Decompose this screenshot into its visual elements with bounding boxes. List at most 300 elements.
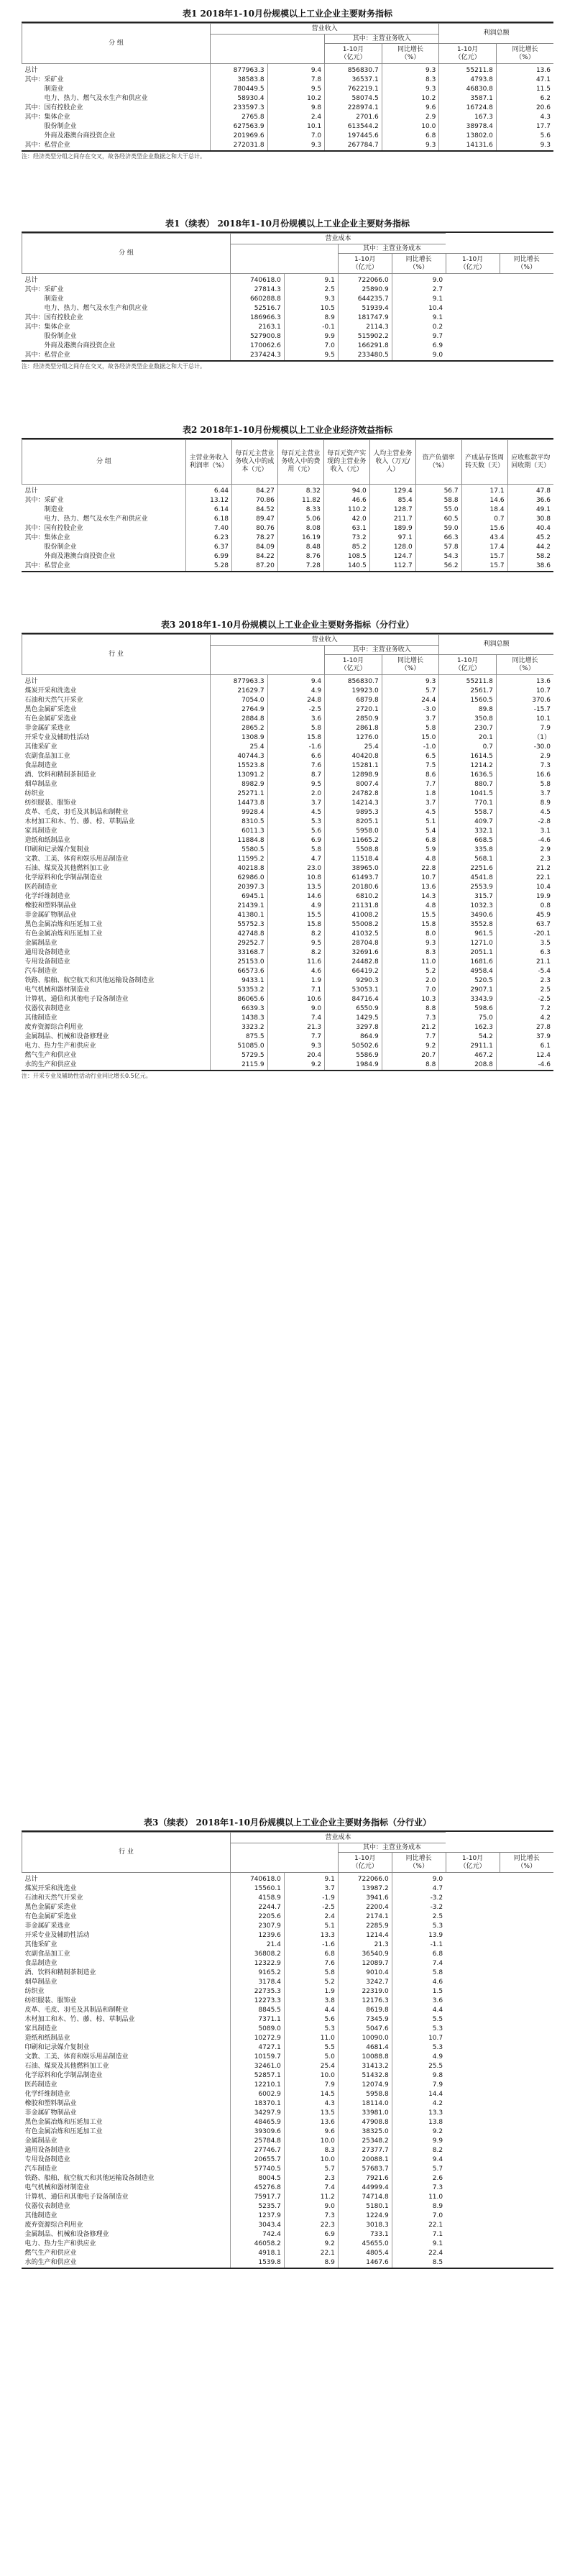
cell-value: -2.5 bbox=[284, 1903, 338, 1912]
cell-value: 6.99 bbox=[186, 552, 232, 562]
table-row bbox=[22, 505, 554, 515]
cell-value: 9.0 bbox=[432, 277, 443, 284]
cell-value: -3.2 bbox=[430, 1894, 443, 1902]
cell-value: 51432.8 bbox=[338, 2071, 392, 2081]
cell-value: 4805.4 bbox=[338, 2249, 392, 2258]
cell-value: 84716.4 bbox=[325, 995, 382, 1004]
cell-value: 22.4 bbox=[428, 2250, 443, 2257]
cell-value: 558.7 bbox=[439, 808, 497, 817]
cell-value: 54.3 bbox=[415, 552, 461, 562]
cell-value: 108.5 bbox=[323, 552, 369, 562]
cell-value: 2.6 bbox=[432, 2175, 443, 2182]
table-row bbox=[22, 2174, 554, 2183]
cell-value: 9.1 bbox=[432, 314, 443, 321]
cell-value: 233480.5 bbox=[338, 351, 392, 360]
row-label: 计算机、通信和其他电子设备制造业 bbox=[22, 995, 211, 1004]
cell-value: 10159.7 bbox=[231, 2053, 285, 2062]
table3-header-rev-blank bbox=[211, 646, 325, 675]
cell-value: 856830.7 bbox=[325, 675, 382, 687]
row-label: 其中：私营企业 bbox=[22, 141, 211, 150]
table1-header-main-revenue: 其中：主营业务收入 bbox=[325, 35, 439, 44]
table-row bbox=[22, 295, 554, 304]
cell-value: 4.9 bbox=[432, 2053, 443, 2061]
table-row bbox=[22, 552, 554, 562]
cell-value: 5235.7 bbox=[231, 2202, 285, 2211]
cell-value: 527900.8 bbox=[231, 332, 285, 342]
row-label: 黑色金属冶炼和压延加工业 bbox=[22, 2118, 231, 2127]
cell-value: 11.0 bbox=[428, 2194, 443, 2201]
cell-value: 7.1 bbox=[432, 2231, 443, 2238]
cell-value: 25.4 bbox=[325, 743, 382, 752]
table-row bbox=[22, 687, 554, 696]
row-label: 专用设备制造业 bbox=[22, 2155, 231, 2165]
table-row bbox=[22, 94, 554, 104]
row-label: 黑色金属矿采选业 bbox=[22, 705, 211, 715]
cell-value: 38965.0 bbox=[325, 864, 382, 874]
cell-value: 25890.9 bbox=[338, 285, 392, 295]
table-row bbox=[22, 2034, 554, 2043]
table-row bbox=[22, 874, 554, 883]
row-label: 开采专业及辅助性活动 bbox=[22, 733, 211, 743]
cell-value: 87.20 bbox=[231, 562, 277, 571]
table-row bbox=[22, 715, 554, 724]
row-label: 股份制企业 bbox=[22, 543, 186, 552]
cell-value: 12898.9 bbox=[325, 771, 382, 780]
cell-value: 44999.4 bbox=[338, 2183, 392, 2193]
row-label: 股份制企业 bbox=[22, 332, 231, 342]
cell-value: 7.4 bbox=[432, 1960, 443, 1967]
cell-value: 228974.1 bbox=[325, 104, 382, 113]
cell-value: -1.0 bbox=[382, 743, 439, 752]
cell-value: -1.6 bbox=[267, 743, 325, 752]
cell-value: 54.2 bbox=[439, 1032, 497, 1042]
row-label: 开采专业及辅助性活动 bbox=[22, 1931, 231, 1940]
cell-value: 55752.3 bbox=[211, 920, 268, 930]
cell-value: 6.1 bbox=[540, 1042, 551, 1050]
row-label: 电力、热力、燃气及水生产和供应业 bbox=[22, 304, 231, 313]
cell-value: 1.8 bbox=[382, 789, 439, 799]
cell-value: 14.4 bbox=[428, 2091, 443, 2098]
table-row bbox=[22, 780, 554, 789]
row-label: 其中：集体企业 bbox=[22, 323, 231, 332]
cell-value: 5.3 bbox=[267, 817, 325, 827]
cell-value: 6.8 bbox=[432, 1951, 443, 1958]
cell-value: （1） bbox=[533, 734, 551, 741]
table-row bbox=[22, 1997, 554, 2006]
cell-value: -3.0 bbox=[382, 705, 439, 715]
cell-value: 74714.8 bbox=[338, 2193, 392, 2202]
table-row bbox=[22, 883, 554, 892]
cell-value: 3178.4 bbox=[231, 1978, 285, 1987]
cell-value: 10272.9 bbox=[231, 2034, 285, 2043]
row-label: 文教、工美、体育和娱乐用品制造业 bbox=[22, 2053, 231, 2062]
table-row bbox=[22, 1950, 554, 1959]
cell-value: 15560.1 bbox=[231, 1884, 285, 1894]
row-label: 其他采矿业 bbox=[22, 1940, 231, 1950]
cell-value: 36537.1 bbox=[325, 75, 382, 85]
table-row bbox=[22, 705, 554, 715]
cell-value: 8.3 bbox=[284, 2146, 338, 2155]
cell-value: 9165.2 bbox=[231, 1968, 285, 1978]
row-label: 食品制造业 bbox=[22, 1959, 231, 1968]
cell-value: 13.3 bbox=[284, 1931, 338, 1940]
cell-value: 1271.0 bbox=[439, 939, 497, 948]
table3b-header-yoy: 同比增长 （%） bbox=[392, 1853, 446, 1873]
cell-value: 9.1 bbox=[284, 1873, 338, 1885]
cell-value: 46830.8 bbox=[439, 85, 497, 94]
cell-value: 2.9 bbox=[540, 846, 551, 853]
row-label: 石油和天然气开采业 bbox=[22, 696, 211, 705]
cell-value: 129.4 bbox=[369, 485, 415, 497]
table3-note: 注：开采专业及辅助性活动行业同比增长0.5亿元。 bbox=[22, 1073, 152, 1079]
cell-value: 6.9 bbox=[432, 342, 443, 349]
table-row bbox=[22, 1032, 554, 1042]
cell-value: -3.2 bbox=[430, 1904, 443, 1911]
table-row bbox=[22, 64, 554, 76]
cell-value: 4.8 bbox=[382, 855, 439, 864]
row-label: 化学原料和化学制品制造业 bbox=[22, 874, 211, 883]
cell-value: 38325.0 bbox=[338, 2127, 392, 2137]
cell-value: 2.4 bbox=[267, 113, 325, 122]
table-row bbox=[22, 1051, 554, 1060]
table3b-body bbox=[22, 1873, 554, 2268]
cell-value: 15.7 bbox=[461, 562, 507, 571]
table1b bbox=[22, 233, 553, 360]
cell-value: 5.6 bbox=[284, 2015, 338, 2025]
cell-value: 9.3 bbox=[382, 939, 439, 948]
cell-value: 1308.9 bbox=[211, 733, 268, 743]
cell-value: 20.1 bbox=[439, 733, 497, 743]
row-label: 其中：集体企业 bbox=[22, 113, 211, 122]
cell-value: 2051.1 bbox=[439, 948, 497, 958]
cell-value: 8.9 bbox=[284, 313, 338, 323]
cell-value: 25153.0 bbox=[211, 958, 268, 967]
cell-value: 8.5 bbox=[432, 2259, 443, 2266]
cell-value: 13.5 bbox=[284, 2109, 338, 2118]
cell-value: 9.4 bbox=[432, 2156, 443, 2163]
cell-value: 4541.8 bbox=[439, 874, 497, 883]
cell-value: 3.7 bbox=[382, 799, 439, 808]
table-row bbox=[22, 995, 554, 1004]
cell-value: 66573.6 bbox=[211, 967, 268, 976]
row-label: 其中：采矿业 bbox=[22, 75, 211, 85]
table-row bbox=[22, 75, 554, 85]
cell-value: 6945.1 bbox=[211, 892, 268, 902]
table3-header-yoy: 同比增长 （%） bbox=[496, 655, 553, 675]
cell-value: 22735.3 bbox=[231, 1987, 285, 1997]
row-label: 电力、热力、燃气及水生产和供应业 bbox=[22, 515, 186, 524]
row-label: 仪器仪表制造业 bbox=[22, 2202, 231, 2211]
row-label: 电气机械和器材制造业 bbox=[22, 2183, 231, 2193]
cell-value: 13091.2 bbox=[211, 771, 268, 780]
cell-value: 22.8 bbox=[382, 864, 439, 874]
row-label: 总计 bbox=[22, 64, 211, 76]
table1b-header-cost-blank bbox=[231, 244, 339, 274]
table-row bbox=[22, 141, 554, 150]
row-label: 烟草制品业 bbox=[22, 780, 211, 789]
cell-value: 13.6 bbox=[535, 67, 551, 74]
row-label: 非金属矿采选业 bbox=[22, 1922, 231, 1931]
table-row bbox=[22, 2015, 554, 2025]
table-row bbox=[22, 2081, 554, 2090]
row-label: 其中：采矿业 bbox=[22, 496, 186, 505]
table-row bbox=[22, 967, 554, 976]
table3-header-profit: 利润总额 bbox=[439, 635, 553, 655]
row-label: 计算机、通信和其他电子设备制造业 bbox=[22, 2193, 231, 2202]
cell-value: 5089.0 bbox=[231, 2025, 285, 2034]
cell-value: 1614.5 bbox=[439, 752, 497, 761]
table1b-header-group: 分 组 bbox=[22, 234, 231, 274]
table1b-header-yoy: 同比增长 （%） bbox=[392, 254, 446, 274]
cell-value: 58.8 bbox=[415, 496, 461, 505]
cell-value: 62986.0 bbox=[211, 874, 268, 883]
table3b-header-cum: 1-10月 （亿元） bbox=[338, 1853, 392, 1873]
cell-value: 56.2 bbox=[415, 562, 461, 571]
cell-value: 38978.4 bbox=[439, 122, 497, 132]
cell-value: 46.6 bbox=[323, 496, 369, 505]
cell-value: 44.2 bbox=[535, 544, 551, 551]
cell-value: 45276.8 bbox=[231, 2183, 285, 2193]
cell-value: 31413.2 bbox=[338, 2062, 392, 2071]
cell-value: 5.9 bbox=[382, 845, 439, 855]
cell-value: 7.9 bbox=[540, 725, 551, 732]
cell-value: 41032.5 bbox=[325, 930, 382, 939]
cell-value: 2.0 bbox=[267, 789, 325, 799]
cell-value: 45.9 bbox=[535, 912, 551, 919]
cell-value: 0.2 bbox=[432, 324, 443, 331]
cell-value: 4.4 bbox=[432, 2007, 443, 2014]
cell-value: 7.7 bbox=[382, 780, 439, 789]
row-label: 通用设备制造业 bbox=[22, 2146, 231, 2155]
cell-value: 8.2 bbox=[432, 2147, 443, 2154]
cell-value: -4.6 bbox=[538, 1061, 551, 1068]
cell-value: 34297.9 bbox=[231, 2109, 285, 2118]
cell-value: 7.4 bbox=[267, 1014, 325, 1023]
table-row bbox=[22, 2211, 554, 2221]
cell-value: -20.1 bbox=[533, 930, 551, 938]
cell-value: 24482.8 bbox=[325, 958, 382, 967]
row-label: 电力、热力生产和供应业 bbox=[22, 2240, 231, 2249]
cell-value: 875.5 bbox=[211, 1032, 268, 1042]
cell-value: 12210.1 bbox=[231, 2081, 285, 2090]
cell-value: 880.7 bbox=[439, 780, 497, 789]
cell-value: 9.2 bbox=[382, 1042, 439, 1051]
cell-value: 39309.6 bbox=[231, 2127, 285, 2137]
cell-value: 5729.5 bbox=[211, 1051, 268, 1060]
row-label: 其他制造业 bbox=[22, 1014, 211, 1023]
cell-value: 78.27 bbox=[231, 533, 277, 543]
row-label: 非金属矿采选业 bbox=[22, 724, 211, 733]
table-row bbox=[22, 1968, 554, 1978]
cell-value: 75.0 bbox=[439, 1014, 497, 1023]
table-row bbox=[22, 976, 554, 986]
cell-value: 5586.9 bbox=[325, 1051, 382, 1060]
cell-value: 9.3 bbox=[267, 141, 325, 150]
cell-value: 3242.7 bbox=[338, 1978, 392, 1987]
row-label: 煤炭开采和洗选业 bbox=[22, 1884, 231, 1894]
table-row bbox=[22, 817, 554, 827]
row-label: 外商及港澳台商投资企业 bbox=[22, 552, 186, 562]
cell-value: 10088.8 bbox=[338, 2053, 392, 2062]
cell-value: 7.3 bbox=[540, 762, 551, 769]
cell-value: 110.2 bbox=[323, 505, 369, 515]
row-label: 制造业 bbox=[22, 85, 211, 94]
cell-value: 25.4 bbox=[211, 743, 268, 752]
cell-value: 41380.1 bbox=[211, 911, 268, 920]
cell-value: 0.7 bbox=[439, 743, 497, 752]
cell-value: 272031.8 bbox=[211, 141, 268, 150]
cell-value: 9.3 bbox=[382, 64, 439, 76]
table-row bbox=[22, 1884, 554, 1894]
row-label: 橡胶和塑料制品业 bbox=[22, 2099, 231, 2109]
table1b-body bbox=[22, 274, 554, 361]
cell-value: 5.8 bbox=[267, 845, 325, 855]
row-label: 废弃资源综合利用业 bbox=[22, 2221, 231, 2230]
row-label: 金属制品业 bbox=[22, 939, 211, 948]
cell-value: 13.3 bbox=[428, 2109, 443, 2117]
cell-value: 8845.5 bbox=[231, 2006, 285, 2015]
cell-value: 3552.8 bbox=[439, 920, 497, 930]
cell-value: 21.4 bbox=[231, 1940, 285, 1950]
table1b-header-main-cost: 其中：主营业务成本 bbox=[338, 244, 446, 254]
cell-value: 84.27 bbox=[231, 485, 277, 497]
cell-value: 84.09 bbox=[231, 543, 277, 552]
cell-value: 22.3 bbox=[284, 2221, 338, 2230]
table-row bbox=[22, 892, 554, 902]
row-label: 纺织服装、服饰业 bbox=[22, 799, 211, 808]
cell-value: 50502.6 bbox=[325, 1042, 382, 1051]
cell-value: 237424.3 bbox=[231, 351, 285, 360]
cell-value: 45655.0 bbox=[338, 2240, 392, 2249]
table-row bbox=[22, 2090, 554, 2099]
cell-value: 189.9 bbox=[369, 524, 415, 533]
cell-value: 21.3 bbox=[267, 1023, 325, 1032]
cell-value: 186966.3 bbox=[231, 313, 285, 323]
cell-value: 10090.0 bbox=[338, 2034, 392, 2043]
cell-value: 9.6 bbox=[382, 104, 439, 113]
table-row bbox=[22, 2165, 554, 2174]
cell-value: 12176.3 bbox=[338, 1997, 392, 2006]
table-row bbox=[22, 836, 554, 845]
cell-value: 1041.5 bbox=[439, 789, 497, 799]
row-label: 水的生产和供应业 bbox=[22, 2258, 231, 2268]
cell-value: 4158.9 bbox=[231, 1894, 285, 1903]
cell-value: 9.8 bbox=[267, 104, 325, 113]
cell-value: 14131.6 bbox=[439, 141, 497, 150]
cell-value: 877963.3 bbox=[211, 64, 268, 76]
cell-value: 9.7 bbox=[432, 333, 443, 340]
table2-header-col: 应收账款平均回收期（天） bbox=[507, 440, 553, 485]
cell-value: 2865.2 bbox=[211, 724, 268, 733]
row-label: 其中：国有控股企业 bbox=[22, 524, 186, 533]
cell-value: 57683.7 bbox=[338, 2165, 392, 2174]
cell-value: 7.9 bbox=[284, 2081, 338, 2090]
cell-value: 10.8 bbox=[267, 874, 325, 883]
table-row bbox=[22, 2062, 554, 2071]
table1 bbox=[22, 23, 553, 150]
cell-value: 9.0 bbox=[432, 1876, 443, 1883]
cell-value: 7.0 bbox=[382, 986, 439, 995]
cell-value: 19923.0 bbox=[325, 687, 382, 696]
cell-value: 8.9 bbox=[540, 799, 551, 807]
cell-value: 21.3 bbox=[338, 1940, 392, 1950]
cell-value: -2.8 bbox=[538, 818, 551, 825]
cell-value: 2.4 bbox=[284, 1912, 338, 1922]
cell-value: 9.5 bbox=[267, 85, 325, 94]
cell-value: 2244.7 bbox=[231, 1903, 285, 1912]
table3-header-cum: 1-10月 （亿元） bbox=[325, 655, 382, 675]
cell-value: 7.3 bbox=[432, 2184, 443, 2191]
row-label: 废弃资源综合利用业 bbox=[22, 1023, 211, 1032]
cell-value: 8.76 bbox=[277, 552, 323, 562]
table-row bbox=[22, 562, 554, 571]
table-row bbox=[22, 2193, 554, 2202]
cell-value: 47.1 bbox=[535, 76, 551, 83]
table-row bbox=[22, 1014, 554, 1023]
cell-value: 5.6 bbox=[540, 132, 551, 139]
cell-value: 6.37 bbox=[186, 543, 232, 552]
cell-value: 660288.8 bbox=[231, 295, 285, 304]
cell-value: 9.9 bbox=[432, 2137, 443, 2145]
cell-value: 15.0 bbox=[382, 733, 439, 743]
cell-value: 201969.6 bbox=[211, 132, 268, 141]
cell-value: 3.7 bbox=[267, 799, 325, 808]
cell-value: -2.5 bbox=[267, 705, 325, 715]
cell-value: 856830.7 bbox=[325, 64, 382, 76]
cell-value: 1539.8 bbox=[231, 2258, 285, 2268]
table1-header-group: 分 组 bbox=[22, 24, 211, 64]
row-label: 文教、工美、体育和娱乐用品制造业 bbox=[22, 855, 211, 864]
cell-value: 4.4 bbox=[284, 2006, 338, 2015]
cell-value: 27377.7 bbox=[338, 2146, 392, 2155]
cell-value: 7.7 bbox=[267, 1032, 325, 1042]
cell-value: 7.0 bbox=[267, 132, 325, 141]
table-row bbox=[22, 1894, 554, 1903]
table-row bbox=[22, 2183, 554, 2193]
cell-value: 9.3 bbox=[284, 295, 338, 304]
row-label: 制造业 bbox=[22, 505, 186, 515]
row-label: 石油和天然气开采业 bbox=[22, 1894, 231, 1903]
cell-value: 0.7 bbox=[461, 515, 507, 524]
table1-header-yoy: 同比增长 （%） bbox=[496, 44, 553, 64]
row-label: 非金属矿物制品业 bbox=[22, 2109, 231, 2118]
cell-value: 5.5 bbox=[432, 2016, 443, 2023]
cell-value: 10.4 bbox=[428, 305, 443, 312]
cell-value: 2285.9 bbox=[338, 1922, 392, 1931]
table-row bbox=[22, 104, 554, 113]
row-label: 通用设备制造业 bbox=[22, 948, 211, 958]
row-label: 家具制造业 bbox=[22, 2025, 231, 2034]
cell-value: 5958.8 bbox=[338, 2090, 392, 2099]
cell-value: 20.4 bbox=[267, 1051, 325, 1060]
cell-value: 9.2 bbox=[432, 2128, 443, 2135]
table3-title: 表3 2018年1-10月份规模以上工业企业主要财务指标（分行业） bbox=[161, 620, 414, 630]
cell-value: 3.7 bbox=[540, 790, 551, 797]
cell-value: 8.3 bbox=[382, 75, 439, 85]
cell-value: 12.4 bbox=[535, 1052, 551, 1059]
cell-value: 36808.2 bbox=[231, 1950, 285, 1959]
cell-value: 10.1 bbox=[267, 122, 325, 132]
cell-value: 6.8 bbox=[382, 132, 439, 141]
table-row bbox=[22, 533, 554, 543]
cell-value: 14214.3 bbox=[325, 799, 382, 808]
cell-value: 55008.2 bbox=[325, 920, 382, 930]
cell-value: 43.4 bbox=[461, 533, 507, 543]
cell-value: 5.06 bbox=[277, 515, 323, 524]
row-label: 有色金属矿采选业 bbox=[22, 1912, 231, 1922]
cell-value: 3.5 bbox=[540, 940, 551, 947]
cell-value: 15281.1 bbox=[325, 761, 382, 771]
